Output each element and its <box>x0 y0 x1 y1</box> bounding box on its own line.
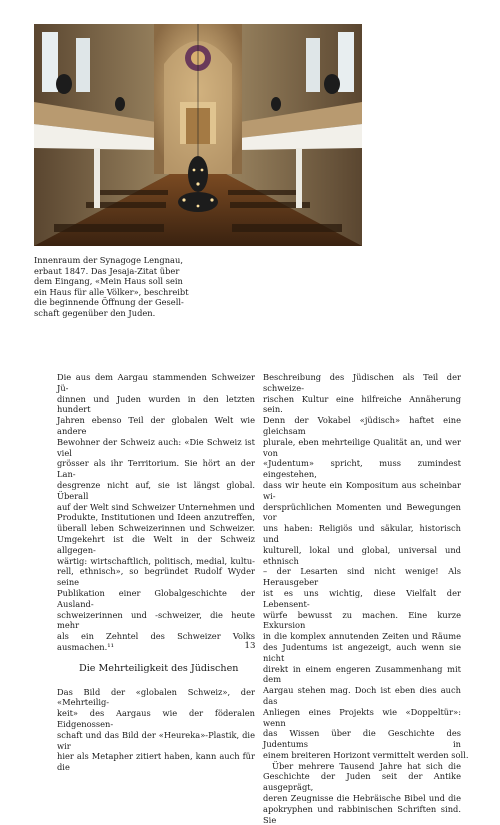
text-line: schaft und das Bild der «Heureka»-Plastik, die wir <box>57 729 255 751</box>
text-line: Produkte, Institutionen und Ideen anzutreffen, <box>57 512 255 523</box>
text-line: Anliegen eines Projekts wie «Doppeltür»: wenn <box>263 706 461 728</box>
text-line: auf der Welt sind Schweizer Unternehmen und <box>57 501 255 512</box>
right-paragraph-2 <box>263 761 461 825</box>
text-line: Geschichte der Juden seit der Antike ausgeprägt, <box>263 771 461 793</box>
caption-line: dem Eingang, «Mein Haus soll sein <box>34 276 183 287</box>
text-line: würfe bewusst zu machen. Eine kurze Exkursion <box>263 609 461 631</box>
text-line: dass wir heute ein Kompositum aus scheinbar wi- <box>263 479 461 501</box>
photo-caption <box>34 255 189 319</box>
page-number: 13 <box>244 641 256 651</box>
text-line: direkt in einem engeren Zusammenhang mit dem <box>263 663 461 685</box>
text-line: Jahren ebenso Teil der globalen Welt wie andere <box>57 415 255 436</box>
text-line: das Wissen über die Geschichte des Judentums in <box>263 728 461 750</box>
text-line: einem breiteren Horizont vermittelt werden soll. <box>263 749 469 760</box>
right-text-column <box>263 372 469 825</box>
text-line: überall leben Schweizerinnen und Schweizer. <box>57 523 255 534</box>
text-line: als ein Zehntel des Schweizer Volks ausmachen.¹¹ <box>57 631 255 652</box>
text-line: ist es uns wichtig, diese Vielfalt der Lebensent- <box>263 587 461 609</box>
text-line: grösser als ihr Territorium. Sie hört an der Lan- <box>57 458 255 480</box>
caption-line: schaft gegenüber den Juden. <box>34 307 156 318</box>
text-line: schweizerinnen und -schweizer, die heute mehr <box>57 609 255 631</box>
text-line: hier als Metapher zitiert haben, kann auch für die <box>57 751 255 773</box>
text-line: Publikation einer Globalgeschichte der Ausland- <box>57 587 255 609</box>
text-line: Das Bild der «globalen Schweiz», der «Mehrteilig- <box>57 686 255 708</box>
text-line: Bewohner der Schweiz auch: «Die Schweiz ist viel <box>57 436 255 458</box>
text-line: Beschreibung des Jüdischen als Teil der schweize- <box>263 372 461 393</box>
text-line: «Judentum» spricht, muss zumindest eingestehen, <box>263 458 461 480</box>
caption-line: erbaut 1847. Das Jesaja-Zitat über <box>34 265 180 276</box>
left-paragraph-2 <box>57 687 255 773</box>
text-line: deren Zeugnisse die Hebräische Bibel und die <box>263 793 461 804</box>
text-line: Umgekehrt ist die Welt in der Schweiz allgegen- <box>57 533 255 555</box>
text-line: Die aus dem Aargau stammenden Schweizer Jü- <box>57 372 255 393</box>
caption-line: Innenraum der Synagoge Lengnau, <box>34 255 183 265</box>
text-line: uns haben: Religiös und säkular, historisch und <box>263 523 461 544</box>
text-line: rell, ethnisch», so begründet Rudolf Wyder seine <box>57 566 255 588</box>
text-line: Denn der Vokabel «jüdisch» haftet eine gleichsam <box>263 415 461 436</box>
text-line: in die komplex annutenden Zeiten und Räume <box>263 631 461 642</box>
section-heading: Die Mehrteiligkeit des Jüdischen <box>79 662 239 674</box>
text-line: dersprüchlichen Momenten und Bewegungen vor <box>263 501 461 523</box>
text-line: dinnen und Juden wurden in den letzten hundert <box>57 393 255 415</box>
text-line: – der Lesarten sind nicht wenige! Als Herausgeber <box>263 566 461 588</box>
left-text-column <box>57 372 255 773</box>
caption-line: die beginnende Öffnung der Gesell- <box>34 297 184 308</box>
text-line: desgrenze nicht auf, sie ist längst global. Überall <box>57 479 255 501</box>
left-paragraph-1 <box>57 372 255 653</box>
text-line: kulturell, lokal und global, universal und ethnisch <box>263 544 461 566</box>
text-line: Aargau stehen mag. Doch ist eben dies auch das <box>263 685 461 706</box>
text-line: apokryphen und rabbinischen Schriften sind. Sie <box>263 803 461 825</box>
text-line: plurale, eben mehrteilige Qualität an, und wer von <box>263 436 461 458</box>
caption-line: ein Haus für alle Völker», beschreibt <box>34 286 189 297</box>
text-line: Über mehrere Tausend Jahre hat sich die <box>272 760 461 771</box>
text-line: keit» des Aargaus wie der föderalen Eidgenossen- <box>57 708 255 729</box>
right-paragraph-1 <box>263 372 469 761</box>
text-line: wärtig: wirtschaftlich, politisch, medial, kultu- <box>57 555 255 566</box>
text-line: des Judentums ist angezeigt, auch wenn sie nicht <box>263 641 461 663</box>
synagogue-interior-photo <box>34 24 362 246</box>
text-line: rischen Kultur eine hilfreiche Annäherung sein. <box>263 393 461 415</box>
